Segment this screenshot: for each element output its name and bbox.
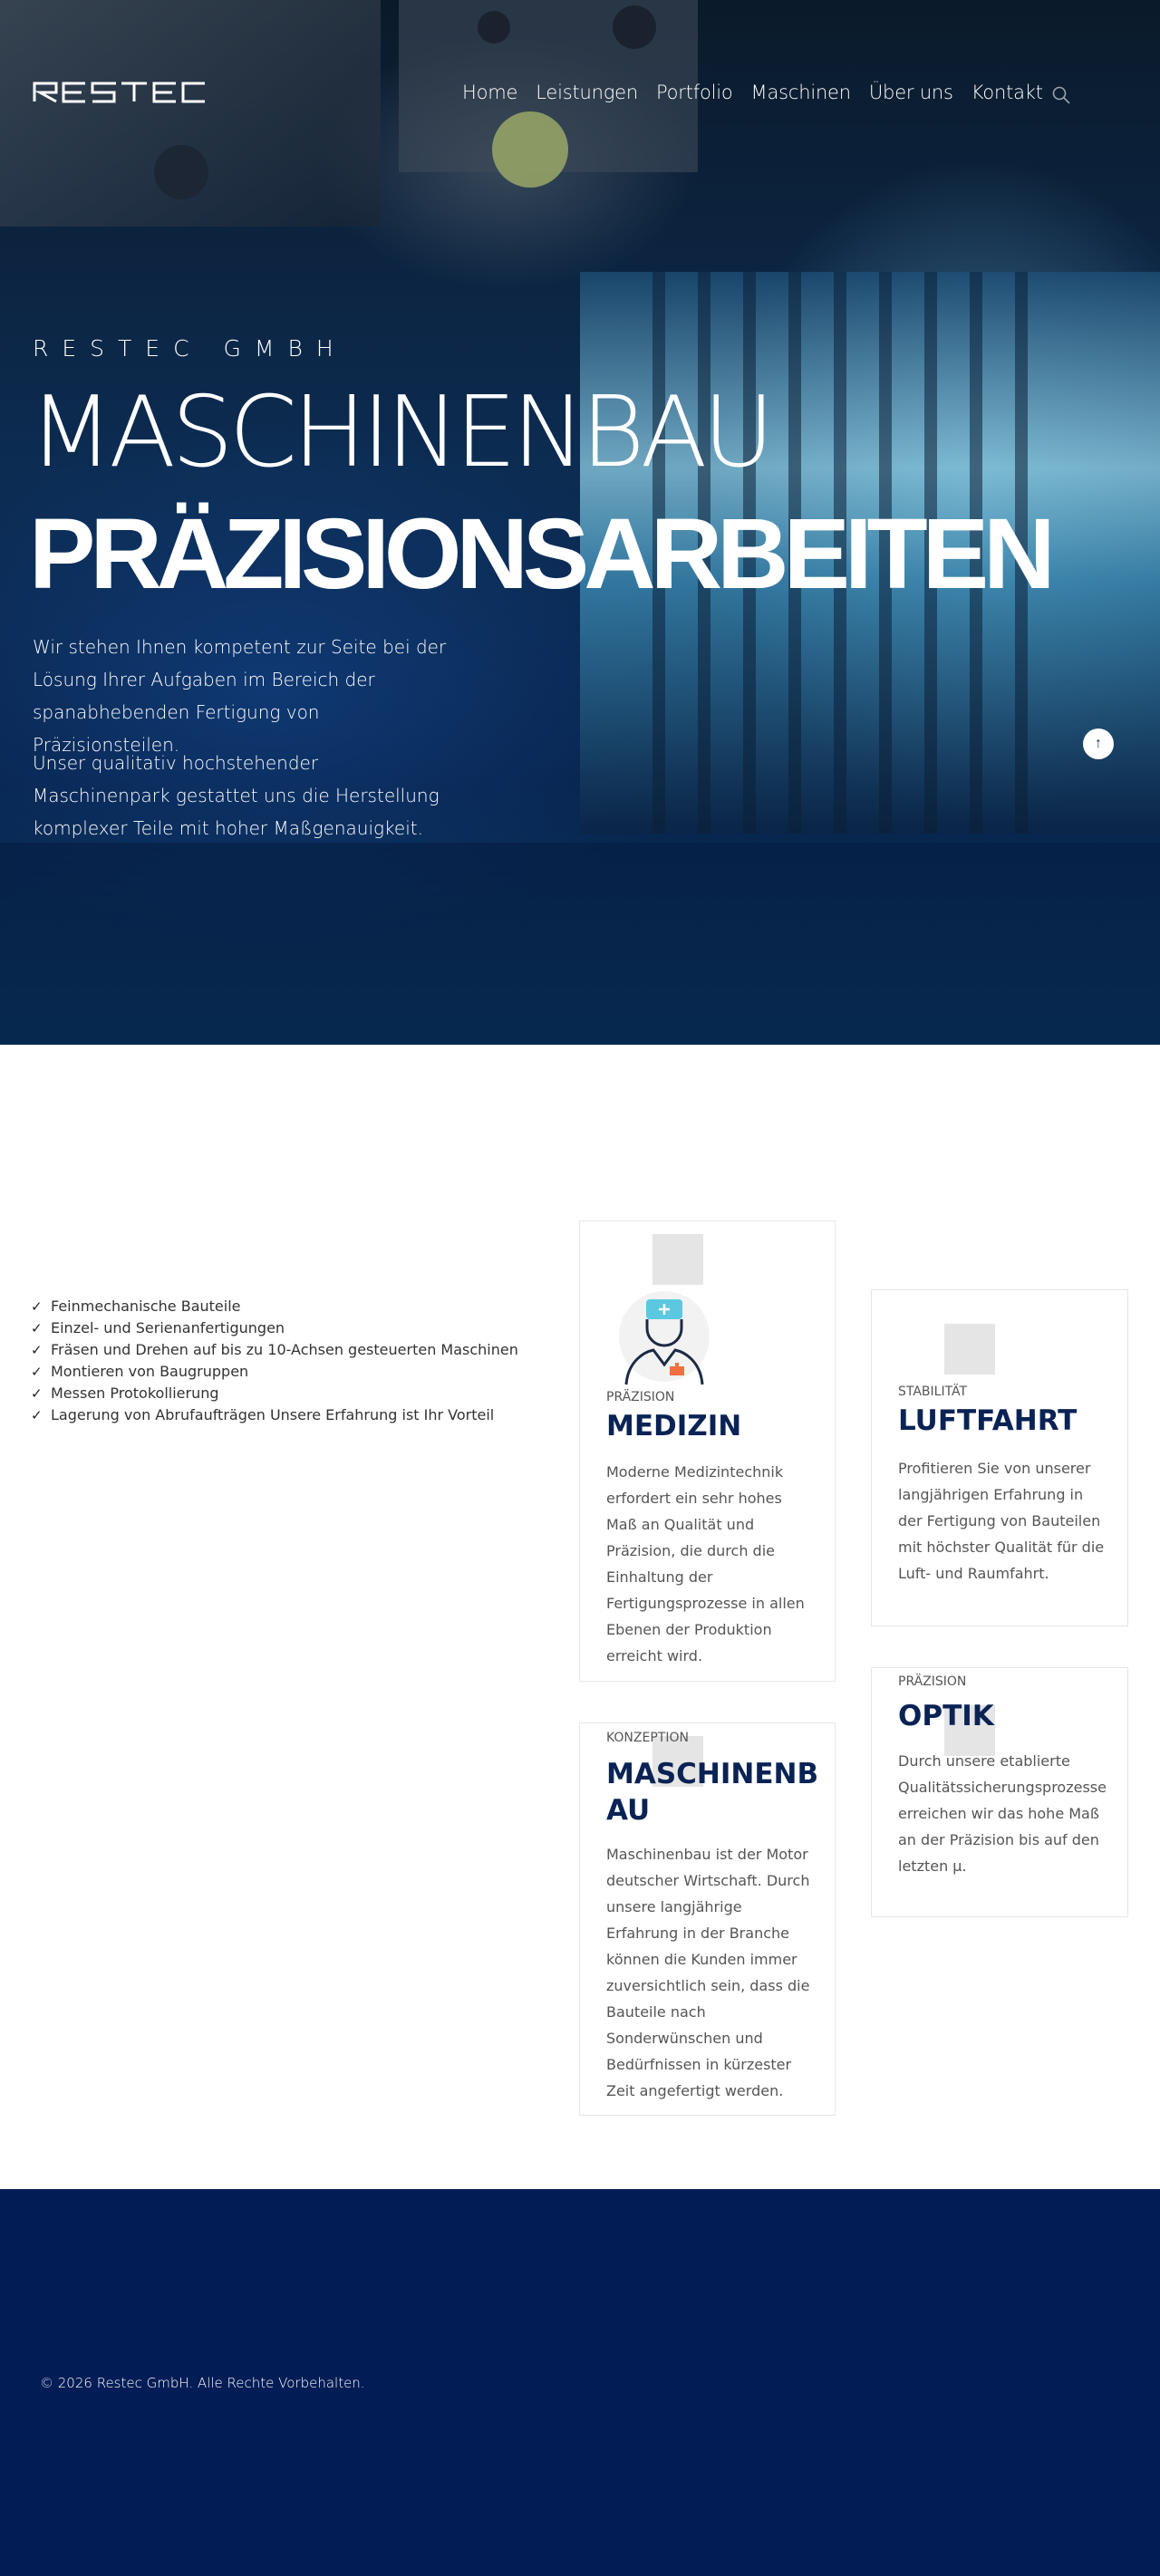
main-navigation <box>462 82 1043 103</box>
image-placeholder <box>652 1234 703 1285</box>
restec-logo[interactable] <box>33 82 207 103</box>
check-icon: ✓ <box>31 1298 43 1315</box>
check-icon: ✓ <box>31 1407 43 1423</box>
hero-paragraph-2: Unser qualitativ hochstehender Maschinenpark gestattet uns die Herstellung komplexer Teile mit hoher Maßgenauigkeit. <box>33 752 440 839</box>
card-luftfahrt[interactable] <box>871 1289 1128 1626</box>
card-kicker: PRÄZISION <box>606 1390 675 1404</box>
check-icon: ✓ <box>31 1320 43 1336</box>
list-item: ✓ Lagerung von Abrufaufträgen Unsere Erfahrung ist Ihr Vorteil <box>31 1404 518 1426</box>
nav-portfolio[interactable]: Portfolio <box>655 82 733 103</box>
nav-home[interactable]: Home <box>462 82 518 103</box>
hero-title-light: MASCHINENBAU <box>29 376 770 489</box>
footer-copyright: © 2026 Restec GmbH. Alle Rechte Vorbehalten. <box>40 2375 365 2391</box>
image-placeholder <box>944 1324 995 1375</box>
list-item: ✓ Messen Protokollierung <box>31 1383 518 1404</box>
card-text: Profitieren Sie von unserer langjährigen Erfahrung in der Fertigung von Bauteilen mit höchster Qualität für die Luft- und Raumfahrt. <box>898 1460 1105 1582</box>
card-maschinenbau[interactable] <box>579 1722 836 2116</box>
check-icon: ✓ <box>31 1364 43 1380</box>
card-medizin[interactable] <box>579 1220 836 1682</box>
card-optik[interactable] <box>871 1667 1128 1917</box>
arrow-up-icon[interactable]: ↑ <box>1083 728 1114 759</box>
service-checklist <box>31 1296 518 1426</box>
hero-title-bold: PRÄZISIONSARBEITEN <box>29 498 1050 610</box>
list-item: ✓ Einzel- und Serienanfertigungen <box>31 1317 518 1339</box>
nav-kontakt[interactable]: Kontakt <box>971 82 1043 103</box>
card-text: Durch unsere etablierte Qualitätssicherungsprozesse erreichen wir das hohe Maß an der Präzision bis auf den letzten µ. <box>898 1752 1107 1875</box>
search-icon[interactable] <box>1051 85 1071 105</box>
nav-ueber-uns[interactable]: Über uns <box>868 82 953 103</box>
nav-maschinen[interactable]: Maschinen <box>750 82 851 103</box>
check-icon: ✓ <box>31 1342 43 1358</box>
card-kicker: PRÄZISION <box>898 1674 967 1689</box>
list-item: ✓ Feinmechanische Bauteile <box>31 1296 518 1317</box>
card-text: Moderne Medizintechnik erfordert ein sehr hohes Maß an Qualität und Präzision, die durch die Einhaltung der Fertigungsprozesse in allen Ebenen der Produktion erreicht wird. <box>606 1463 805 1664</box>
card-text: Maschinenbau ist der Motor deutscher Wirtschaft. Durch unsere langjährige Erfahrung in der Branche können die Kunden immer zuversichtlich sein, dass die Bauteile nach Sonderwünschen und Bedürfnissen in kürzester Zeit angefertigt werden. <box>606 1846 810 2099</box>
card-title: MASCHINENBAU <box>606 1758 819 1827</box>
card-title: LUFTFAHRT <box>898 1404 1078 1437</box>
doctor-icon <box>619 1287 710 1386</box>
card-title: MEDIZIN <box>606 1410 742 1442</box>
card-kicker: STABILITÄT <box>898 1384 968 1399</box>
card-title: OPTIK <box>898 1700 994 1732</box>
hero-paragraph-1: Wir stehen Ihnen kompetent zur Seite bei der Lösung Ihrer Aufgaben im Bereich der spanabhebenden Fertigung von Präzisionsteilen. <box>33 636 447 756</box>
check-icon: ✓ <box>31 1385 43 1402</box>
hero-eyebrow: RESTEC GMBH <box>33 335 347 362</box>
hero-section <box>0 0 1160 1045</box>
nav-leistungen[interactable]: Leistungen <box>536 82 638 103</box>
list-item: ✓ Montieren von Baugruppen <box>31 1361 518 1383</box>
card-kicker: KONZEPTION <box>606 1731 689 1745</box>
list-item: ✓ Fräsen und Drehen auf bis zu 10-Achsen gesteuerten Maschinen <box>31 1339 518 1361</box>
